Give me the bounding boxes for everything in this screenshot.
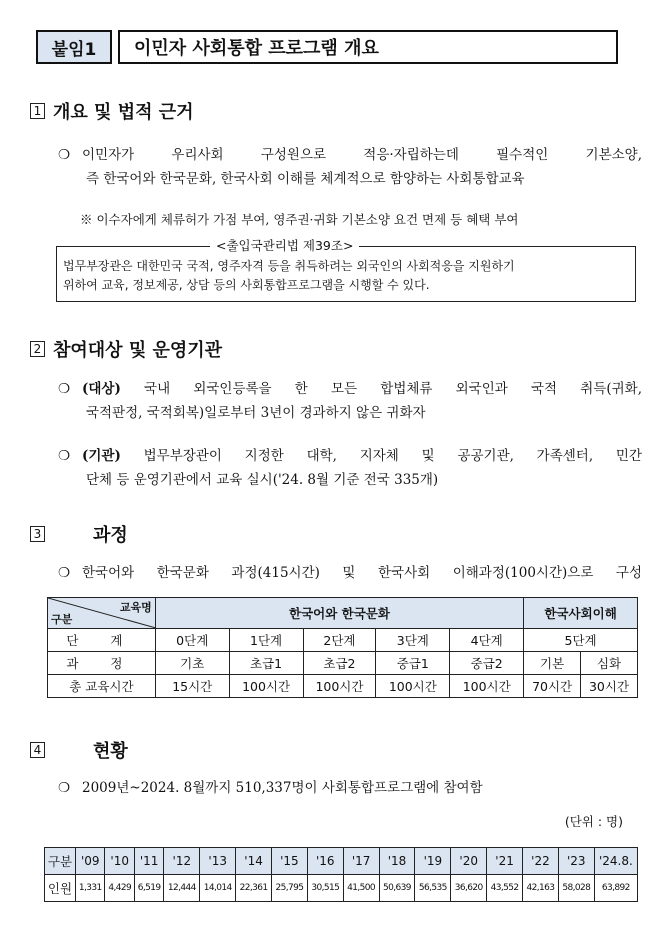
count-cell: 1,331 [76, 875, 105, 902]
s1-bullet [58, 143, 642, 191]
s3-bullet-text: 한국어와 한국문화 과정(415시간) 및 한국사회 이해과정(100시간)으로 구성 [82, 565, 642, 581]
stage-cell: 1단계 [229, 629, 303, 652]
s1-note: ※ 이수자에게 체류허가 가점 부여, 영주권·귀화 기본소양 요건 면제 등 혜택 부여 [80, 212, 519, 227]
s1-bullet-line2: 즉 한국어와 한국문화, 한국사회 이해를 체계적으로 함양하는 사회통합교육 [86, 171, 525, 187]
hours-cell: 70시간 [524, 675, 581, 698]
section-number: 2 [30, 341, 45, 357]
section-3-heading [30, 521, 128, 547]
table-row [45, 848, 638, 875]
table-row [48, 675, 638, 698]
s2-bullet-target [58, 377, 642, 425]
law-line2: 위하여 교육, 정보제공, 상담 등의 사회통합프로그램을 시행할 수 있다. [63, 278, 430, 292]
year-cell: '23 [558, 848, 594, 875]
count-cell: 12,444 [164, 875, 200, 902]
course-table [47, 597, 638, 698]
section-number: 3 [30, 526, 45, 542]
section-number: 4 [30, 742, 45, 758]
year-cell: '09 [76, 848, 105, 875]
count-cell: 22,361 [236, 875, 272, 902]
section-title: 과정 [93, 525, 128, 546]
law-box [56, 246, 636, 302]
s2-b1-line2: 국적판정, 국적회복)일로부터 3년이 경과하지 않은 귀화자 [86, 405, 426, 421]
count-cell: 36,620 [451, 875, 487, 902]
year-cell: '15 [271, 848, 307, 875]
count-cell: 63,892 [594, 875, 637, 902]
section-1-heading [30, 98, 194, 124]
table-row [48, 629, 638, 652]
row-label: 과 정 [48, 652, 156, 675]
hours-cell: 15시간 [155, 675, 229, 698]
row-label: 총 교육시간 [48, 675, 156, 698]
count-cell: 50,639 [379, 875, 415, 902]
circle-bullet-icon: ❍ [58, 448, 71, 464]
s3-bullet [58, 561, 642, 585]
row-label: 단 계 [48, 629, 156, 652]
unit-label: (단위 : 명) [564, 814, 623, 829]
circle-bullet-icon: ❍ [58, 147, 71, 163]
s2-bullet-institution [58, 444, 642, 492]
circle-bullet-icon: ❍ [58, 565, 71, 581]
year-cell: '19 [415, 848, 451, 875]
count-cell: 58,028 [558, 875, 594, 902]
count-cell: 43,552 [487, 875, 523, 902]
circle-bullet-icon: ❍ [58, 780, 71, 796]
count-cell: 41,500 [343, 875, 379, 902]
law-label: <출입국관리법 제39조> [210, 236, 359, 254]
section-4-heading [30, 737, 128, 763]
law-line1: 법무부장관은 대한민국 국적, 영주자격 등을 취득하려는 외국인의 사회적응을 지원하기 [63, 259, 515, 273]
stage-cell: 3단계 [376, 629, 450, 652]
table-row [45, 875, 638, 902]
group-header-korean: 한국어와 한국문화 [155, 598, 523, 629]
corner-bottom-label: 구분 [51, 613, 73, 626]
course-cell: 초급1 [229, 652, 303, 675]
stage-cell: 4단계 [450, 629, 524, 652]
year-cell: '20 [451, 848, 487, 875]
course-cell: 중급2 [450, 652, 524, 675]
course-cell: 기초 [155, 652, 229, 675]
year-cell: '12 [164, 848, 200, 875]
year-cell: '14 [236, 848, 272, 875]
course-cell: 초급2 [303, 652, 376, 675]
year-cell: '17 [343, 848, 379, 875]
participants-table [44, 847, 638, 902]
section-title: 현황 [93, 741, 128, 762]
stage-cell: 2단계 [303, 629, 376, 652]
s2-b2-line2: 단체 등 운영기관에서 교육 실시('24. 8월 기준 전국 335개) [86, 472, 439, 488]
table-corner-cell [48, 598, 156, 629]
hours-cell: 30시간 [581, 675, 638, 698]
s1-bullet-line1: 이민자가 우리사회 구성원으로 적응·자립하는데 필수적인 기본소양, [82, 147, 642, 163]
count-cell: 42,163 [523, 875, 559, 902]
count-cell: 56,535 [415, 875, 451, 902]
year-cell: '13 [200, 848, 236, 875]
hours-cell: 100시간 [450, 675, 524, 698]
s2-b1-text: 국내 외국인등록을 한 모든 합법체류 외국인과 국적 취득(귀화, [120, 381, 642, 397]
count-cell: 6,519 [134, 875, 163, 902]
hours-cell: 100시간 [376, 675, 450, 698]
s2-b1-line1 [82, 377, 642, 401]
year-cell: '10 [105, 848, 134, 875]
corner-top-label: 교육명 [119, 601, 152, 614]
s2-b2-line1 [82, 444, 642, 468]
hours-cell: 100시간 [303, 675, 376, 698]
s4-bullet [58, 776, 642, 800]
hours-cell: 100시간 [229, 675, 303, 698]
value-label: 인원 [45, 875, 76, 902]
circle-bullet-icon: ❍ [58, 381, 71, 397]
year-cell: '21 [487, 848, 523, 875]
s4-bullet-text: 2009년~2024. 8월까지 510,337명이 사회통합프로그램에 참여함 [82, 780, 483, 796]
section-number: 1 [30, 103, 45, 119]
year-cell: '11 [134, 848, 163, 875]
stage-cell: 0단계 [155, 629, 229, 652]
year-cell: '18 [379, 848, 415, 875]
year-cell: '16 [307, 848, 343, 875]
course-cell: 중급1 [376, 652, 450, 675]
title-row [36, 30, 618, 66]
attachment-tag: 붙임1 [36, 30, 112, 64]
s2-b2-text: 법무부장관이 지정한 대학, 지자체 및 공공기관, 가족센터, 민간 [120, 448, 642, 464]
s2-b2-head: (기관) [82, 448, 121, 464]
course-cell: 심화 [581, 652, 638, 675]
s2-b1-head: (대상) [82, 381, 121, 397]
document-title: 이민자 사회통합 프로그램 개요 [118, 30, 618, 64]
table-row [48, 652, 638, 675]
count-cell: 25,795 [271, 875, 307, 902]
header-label: 구분 [45, 848, 76, 875]
section-2-heading [30, 336, 222, 362]
section-title: 개요 및 법적 근거 [53, 102, 194, 123]
group-header-society: 한국사회이해 [524, 598, 638, 629]
year-cell: '24.8. [594, 848, 637, 875]
year-cell: '22 [523, 848, 559, 875]
stage-cell: 5단계 [524, 629, 638, 652]
section-title: 참여대상 및 운영기관 [53, 340, 223, 361]
course-cell: 기본 [524, 652, 581, 675]
count-cell: 30,515 [307, 875, 343, 902]
count-cell: 14,014 [200, 875, 236, 902]
count-cell: 4,429 [105, 875, 134, 902]
